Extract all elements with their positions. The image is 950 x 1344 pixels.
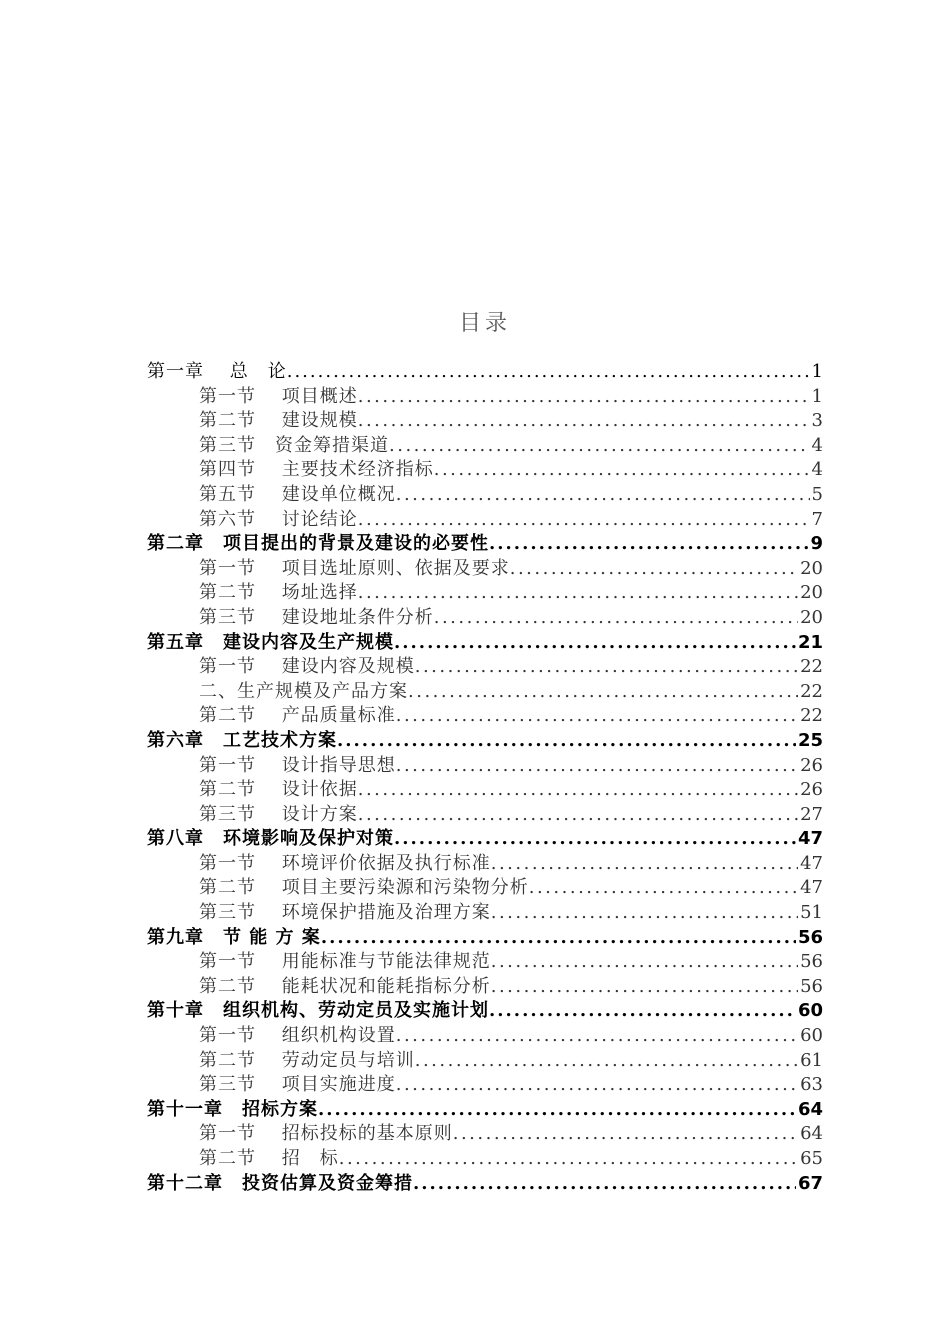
toc-page-number: 63 — [800, 1074, 823, 1096]
toc-page-number: 56 — [800, 975, 823, 997]
toc-page-number: 1 — [811, 361, 823, 382]
toc-entry-label: 二、生产规模及产品方案 — [199, 680, 408, 702]
toc-entry-label: 第四节 主要技术经济指标 — [199, 459, 434, 481]
toc-section-entry[interactable] — [147, 778, 823, 803]
toc-chapter-entry[interactable] — [147, 999, 823, 1024]
toc-entry-label: 第六节 讨论结论 — [199, 508, 358, 530]
toc-chapter-entry[interactable] — [147, 631, 823, 656]
dot-leader — [358, 581, 798, 606]
toc-section-entry[interactable] — [147, 1147, 823, 1172]
toc-entry-label: 第十二章 投资估算及资金筹措 — [147, 1172, 413, 1194]
toc-entry-label: 第二节 项目主要污染源和污染物分析 — [199, 877, 529, 899]
toc-section-entry[interactable] — [147, 581, 823, 606]
toc-entry-label: 第三节 建设地址条件分析 — [199, 606, 434, 628]
toc-entry-label: 第二节 产品质量标准 — [199, 705, 396, 727]
dot-leader — [396, 754, 798, 779]
dot-leader — [396, 704, 798, 729]
toc-section-entry[interactable] — [147, 606, 823, 631]
toc-chapter-entry[interactable] — [147, 360, 823, 385]
toc-entry-label: 第一节 项目选址原则、依据及要求 — [199, 557, 510, 579]
dot-leader — [396, 1073, 798, 1098]
toc-page-number: 9 — [810, 533, 823, 555]
dot-leader — [358, 508, 810, 533]
toc-page-number: 21 — [797, 631, 823, 653]
toc-section-entry[interactable] — [147, 434, 823, 459]
dot-leader — [415, 1049, 798, 1074]
toc-section-entry[interactable] — [147, 655, 823, 680]
dot-leader — [358, 409, 810, 434]
toc-entry-label: 第三节 环境保护措施及治理方案 — [199, 902, 491, 924]
toc-entry-label: 第十章 组织机构、劳动定员及实施计划 — [147, 1000, 489, 1022]
toc-chapter-entry[interactable] — [147, 532, 823, 557]
toc-entry-label: 第三节 资金筹措渠道 — [199, 434, 389, 456]
toc-section-entry[interactable] — [147, 1122, 823, 1147]
toc-section-entry[interactable] — [147, 458, 823, 483]
dot-leader — [489, 999, 796, 1024]
toc-page-number: 26 — [800, 779, 823, 801]
dot-leader — [510, 557, 798, 582]
toc-chapter-entry[interactable] — [147, 827, 823, 852]
dot-leader — [321, 926, 796, 951]
toc-entry-label: 第一节 建设内容及规模 — [199, 656, 415, 678]
toc-page-number: 20 — [800, 606, 823, 628]
toc-entry-label: 第二章 项目提出的背景及建设的必要性 — [147, 533, 489, 555]
toc-page-number: 60 — [797, 1000, 823, 1022]
dot-leader — [337, 729, 796, 754]
toc-entry-label: 第九章 节 能 方 案 — [147, 926, 321, 948]
toc-entry-label: 第一节 招标投标的基本原则 — [199, 1123, 453, 1145]
dot-leader — [389, 434, 810, 459]
toc-entry-label: 第二节 建设规模 — [199, 410, 358, 432]
toc-entry-label: 第三节 设计方案 — [199, 803, 358, 825]
toc-page-number: 47 — [800, 852, 823, 874]
dot-leader — [394, 827, 796, 852]
table-of-contents — [147, 360, 823, 1196]
toc-page-number: 26 — [800, 754, 823, 776]
toc-section-entry[interactable] — [147, 852, 823, 877]
dot-leader — [394, 631, 796, 656]
dot-leader — [358, 778, 798, 803]
toc-entry-label: 第一节 环境评价依据及执行标准 — [199, 852, 491, 874]
toc-entry-label: 第六章 工艺技术方案 — [147, 729, 337, 751]
toc-section-entry[interactable] — [147, 557, 823, 582]
toc-entry-label: 第三节 项目实施进度 — [199, 1074, 396, 1096]
toc-page-number: 22 — [800, 680, 823, 702]
toc-section-entry[interactable] — [147, 1073, 823, 1098]
toc-page-number: 20 — [800, 582, 823, 604]
toc-section-entry[interactable] — [147, 876, 823, 901]
dot-leader — [491, 901, 798, 926]
toc-entry-label: 第五节 建设单位概况 — [199, 483, 396, 505]
dot-leader — [318, 1098, 796, 1123]
toc-page-number: 47 — [797, 828, 823, 850]
toc-entry-label: 第五章 建设内容及生产规模 — [147, 631, 394, 653]
toc-page-number: 61 — [800, 1049, 823, 1071]
toc-page-number: 5 — [811, 483, 823, 505]
dot-leader — [453, 1122, 798, 1147]
toc-page-number: 3 — [811, 410, 823, 432]
dot-leader — [415, 655, 798, 680]
toc-page-number: 1 — [811, 385, 823, 407]
toc-page-number: 7 — [811, 508, 823, 530]
toc-section-entry[interactable] — [147, 754, 823, 779]
toc-entry-label: 第二节 能耗状况和能耗指标分析 — [199, 975, 491, 997]
toc-section-entry[interactable] — [147, 680, 823, 705]
dot-leader — [491, 975, 798, 1000]
toc-page-number: 4 — [811, 459, 823, 481]
toc-page-number: 22 — [800, 656, 823, 678]
toc-page-number: 4 — [811, 434, 823, 456]
toc-chapter-entry[interactable] — [147, 926, 823, 951]
dot-leader — [434, 606, 798, 631]
toc-section-entry[interactable] — [147, 385, 823, 410]
toc-entry-label: 第二节 设计依据 — [199, 779, 358, 801]
toc-page-number: 20 — [800, 557, 823, 579]
toc-page-number: 67 — [797, 1172, 823, 1194]
toc-section-entry[interactable] — [147, 704, 823, 729]
dot-leader — [396, 1024, 798, 1049]
toc-chapter-entry[interactable] — [147, 1098, 823, 1123]
toc-page-number: 56 — [800, 951, 823, 973]
dot-leader — [396, 483, 810, 508]
toc-title: 目录 — [458, 311, 511, 336]
toc-entry-label: 第二节 劳动定员与培训 — [199, 1049, 415, 1071]
toc-section-entry[interactable] — [147, 803, 823, 828]
toc-entry-label: 第八章 环境影响及保护对策 — [147, 828, 394, 850]
toc-section-entry[interactable] — [147, 1049, 823, 1074]
dot-leader — [529, 876, 798, 901]
toc-page-number: 56 — [797, 926, 823, 948]
toc-section-entry[interactable] — [147, 950, 823, 975]
dot-leader — [434, 458, 810, 483]
toc-entry-label: 第十一章 招标方案 — [147, 1098, 318, 1120]
toc-page-number: 22 — [800, 705, 823, 727]
toc-entry-label: 第一节 用能标准与节能法律规范 — [199, 951, 491, 973]
toc-entry-label: 第二节 场址选择 — [199, 582, 358, 604]
toc-page-number: 51 — [800, 902, 823, 924]
toc-page-number: 64 — [797, 1098, 823, 1120]
toc-section-entry[interactable] — [147, 1024, 823, 1049]
dot-leader — [491, 852, 798, 877]
toc-entry-label: 第一节 项目概述 — [199, 385, 358, 407]
toc-section-entry[interactable] — [147, 901, 823, 926]
toc-entry-label: 第一节 设计指导思想 — [199, 754, 396, 776]
dot-leader — [489, 532, 808, 557]
toc-entry-label: 第二节 招 标 — [199, 1148, 339, 1169]
dot-leader — [413, 1172, 796, 1197]
toc-page-number: 65 — [800, 1148, 823, 1169]
dot-leader — [408, 680, 798, 705]
toc-chapter-entry[interactable] — [147, 1172, 823, 1197]
toc-section-entry[interactable] — [147, 483, 823, 508]
toc-chapter-entry[interactable] — [147, 729, 823, 754]
toc-section-entry[interactable] — [147, 508, 823, 533]
toc-page-number: 27 — [800, 803, 823, 825]
dot-leader — [358, 803, 798, 828]
toc-section-entry[interactable] — [147, 409, 823, 434]
dot-leader — [358, 385, 810, 410]
toc-page-number: 60 — [800, 1025, 823, 1047]
toc-page-number: 64 — [800, 1123, 823, 1145]
toc-entry-label: 第一章 总 论 — [147, 361, 287, 382]
toc-section-entry[interactable] — [147, 975, 823, 1000]
dot-leader — [287, 360, 810, 385]
toc-entry-label: 第一节 组织机构设置 — [199, 1025, 396, 1047]
dot-leader — [491, 950, 798, 975]
toc-page-number: 25 — [797, 729, 823, 751]
dot-leader — [339, 1147, 798, 1172]
toc-page-number: 47 — [800, 877, 823, 899]
